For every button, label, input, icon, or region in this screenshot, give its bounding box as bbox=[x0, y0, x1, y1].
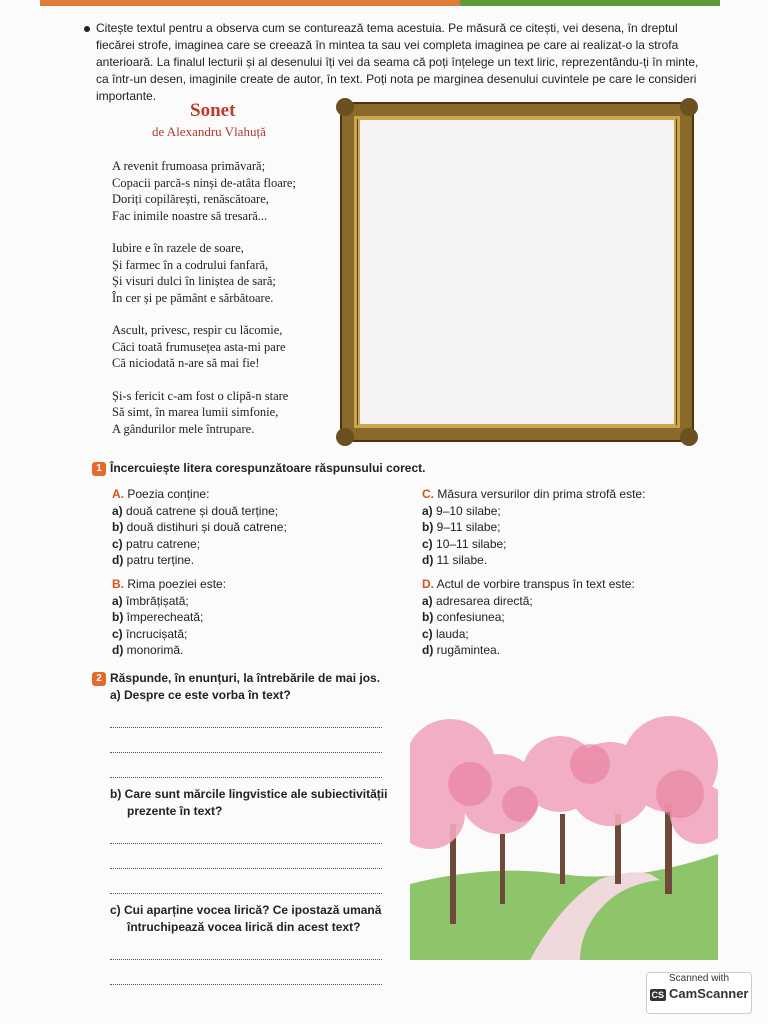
option[interactable]: a) două catrene și două terține; bbox=[112, 503, 279, 518]
frame-ornament-icon bbox=[680, 428, 698, 446]
option[interactable]: c) 10–11 silabe; bbox=[422, 536, 507, 551]
top-color-strip bbox=[40, 0, 720, 6]
frame-ornament-icon bbox=[680, 98, 698, 116]
exercise-number: 2 bbox=[92, 672, 106, 686]
scanner-caption: Scanned with bbox=[668, 973, 730, 984]
question-letter: B. bbox=[112, 577, 124, 591]
question-b bbox=[112, 576, 412, 659]
exercise-2 bbox=[92, 670, 412, 985]
answer-lines-b[interactable] bbox=[92, 819, 412, 894]
option[interactable]: a) adresarea directă; bbox=[422, 593, 533, 608]
option[interactable]: d) patru terține. bbox=[112, 553, 195, 567]
stanza-2 bbox=[112, 240, 340, 306]
poem-author: de Alexandru Vlahuță bbox=[152, 124, 266, 139]
bullet-icon bbox=[84, 26, 90, 32]
verse: Fac inimile noastre să tresară... bbox=[112, 208, 268, 223]
verse: Iubire e în razele de soare, bbox=[112, 241, 244, 255]
verse: Copacii parcă-s ninși de-atâta floare; bbox=[112, 175, 296, 190]
question-text: Măsura versurilor din prima strofă este: bbox=[437, 487, 646, 501]
verse: Și-s fericit c-am fost o clipă-n stare bbox=[112, 388, 289, 403]
option[interactable]: a) îmbrățișată; bbox=[112, 593, 189, 608]
exercise-2-heading: Răspunde, în enunțuri, la întrebările de mai jos. bbox=[110, 671, 381, 685]
question-c bbox=[422, 486, 712, 569]
verse: Că niciodată n-are să mai fie! bbox=[112, 356, 260, 370]
camscanner-logo-icon: CS bbox=[651, 990, 665, 1000]
stanza-3 bbox=[112, 322, 340, 372]
option[interactable]: b) confesiunea; bbox=[422, 610, 505, 624]
option[interactable]: b) împerecheată; bbox=[112, 610, 204, 624]
option[interactable]: b) 9–11 silabe; bbox=[422, 520, 501, 534]
verse: În cer și pe pământ e sărbătoare. bbox=[112, 290, 274, 305]
option[interactable]: c) încrucișată; bbox=[112, 626, 188, 641]
blossom-trees-illustration bbox=[410, 704, 718, 960]
answer-lines-c[interactable] bbox=[92, 935, 412, 985]
poem-text bbox=[112, 158, 340, 453]
question-letter: A. bbox=[112, 487, 124, 501]
question-2b-cont: prezente în text? bbox=[127, 803, 223, 818]
question-2a: a) Despre ce este vorba în text? bbox=[110, 687, 291, 702]
question-text: Poezia conține: bbox=[127, 487, 210, 501]
verse: Și visuri dulci în liniștea de sară; bbox=[112, 274, 276, 288]
question-2c-cont: întruchipează vocea lirică din acest text? bbox=[127, 919, 361, 934]
option[interactable]: d) 11 silabe. bbox=[422, 553, 488, 567]
verse: Ascult, privesc, respir cu lăcomie, bbox=[112, 323, 283, 337]
question-d bbox=[422, 576, 712, 659]
exercise-number: 1 bbox=[92, 462, 106, 476]
answer-lines-a[interactable] bbox=[92, 703, 412, 778]
drawing-frame[interactable] bbox=[342, 104, 692, 440]
question-a bbox=[112, 486, 412, 569]
verse: Căci toată frumusețea asta-mi pare bbox=[112, 339, 286, 354]
stanza-1 bbox=[112, 158, 340, 224]
intro-instructions bbox=[96, 20, 704, 105]
question-text: Rima poeziei este: bbox=[127, 577, 227, 591]
verse: Și farmec în a codrului fanfară, bbox=[112, 257, 269, 272]
option[interactable]: d) rugămintea. bbox=[422, 643, 501, 657]
exercise-1 bbox=[92, 460, 712, 477]
stanza-4 bbox=[112, 388, 340, 438]
exercise-1-heading: Încercuiește litera corespunzătoare răspunsului corect. bbox=[110, 461, 426, 475]
intro-text: Citește textul pentru a observa cum se conturează tema acestuia. Pe măsură ce citești, vei desena, în dreptul fiecărei strofe, imaginea care se creează în mintea ta sau vei completa imaginea pe care ai realizat-o la strofa anterioară. La finalul lecturii și al desenului îți vei da seama că poți înțelege un text liric, reprezentându-ți în minte, ca într-un desen, imaginile create de autor, în text. Poți nota pe marginea desenului cuvintele pe care le consideri importante. bbox=[96, 21, 699, 103]
option[interactable]: d) monorimă. bbox=[112, 643, 184, 657]
option[interactable]: c) lauda; bbox=[422, 626, 469, 641]
question-2c: c) Cui aparține vocea lirică? Ce ipostază umană bbox=[110, 903, 382, 917]
poem-title: Sonet bbox=[190, 100, 236, 121]
question-2b: b) Care sunt mărcile lingvistice ale subiectivității bbox=[110, 787, 388, 801]
frame-ornament-icon bbox=[336, 428, 354, 446]
verse: A gândurilor mele întrupare. bbox=[112, 421, 255, 436]
verse: Să simt, în marea lumii simfonie, bbox=[112, 405, 279, 419]
frame-ornament-icon bbox=[336, 98, 354, 116]
drawing-area[interactable] bbox=[358, 118, 676, 426]
camscanner-watermark bbox=[646, 972, 752, 1014]
question-letter: C. bbox=[422, 487, 434, 501]
verse: A revenit frumoasa primăvară; bbox=[112, 159, 266, 173]
scanner-brand: CS CamScanner bbox=[651, 986, 749, 1001]
option[interactable]: c) patru catrene; bbox=[112, 536, 201, 551]
option[interactable]: b) două distihuri și două catrene; bbox=[112, 520, 287, 534]
option[interactable]: a) 9–10 silabe; bbox=[422, 503, 501, 518]
question-letter: D. bbox=[422, 577, 434, 591]
verse: Doriți copilărești, renăscătoare, bbox=[112, 192, 269, 206]
question-text: Actul de vorbire transpus în text este: bbox=[436, 577, 635, 591]
